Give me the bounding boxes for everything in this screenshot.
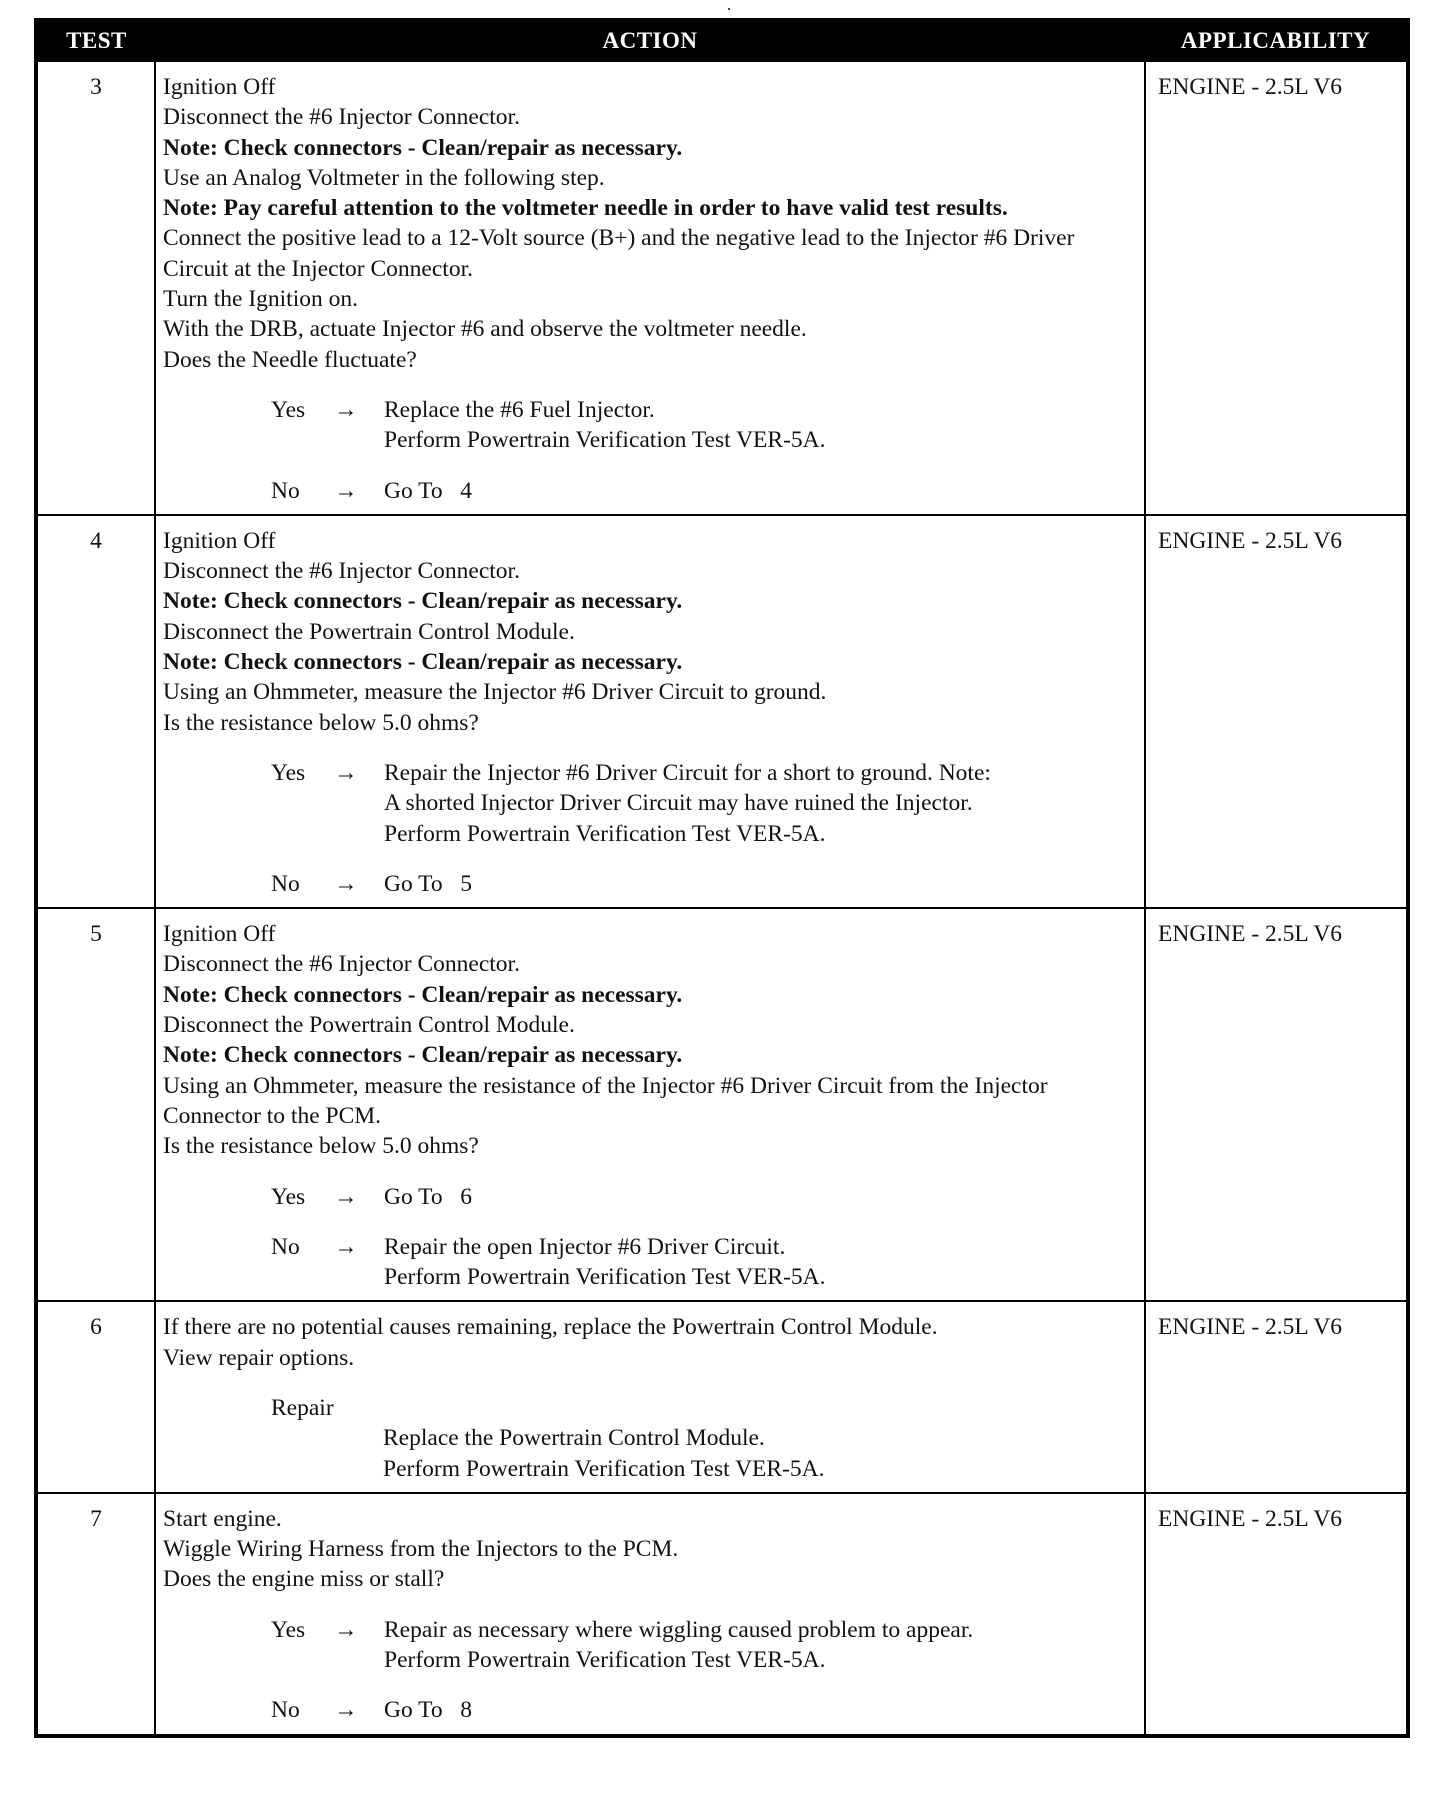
answer-yes <box>271 758 1138 849</box>
note-line: Note: Check connectors - Clean/repair as necessary. <box>163 588 683 615</box>
table-row <box>36 61 1408 515</box>
step-line: Ignition Off <box>163 527 276 554</box>
note-line: Note: Check connectors - Clean/repair as necessary. <box>163 1042 683 1069</box>
arrow-icon: → <box>334 1616 358 1643</box>
applicability-cell: ENGINE - 2.5L V6 <box>1145 908 1408 1301</box>
header-applicability: APPLICABILITY <box>1145 20 1408 61</box>
table-row <box>36 1301 1408 1492</box>
step-line: Start engine. <box>163 1505 282 1532</box>
step-line: Disconnect the #6 Injector Connector. <box>163 951 520 978</box>
note-line: Note: Check connectors - Clean/repair as necessary. <box>163 649 683 676</box>
step-line: Disconnect the #6 Injector Connector. <box>163 104 520 131</box>
repair-text-block <box>383 1423 1138 1484</box>
answer-no <box>271 1232 1138 1293</box>
answer-text: Repair as necessary where wiggling caused problem to appear. <box>384 1616 974 1643</box>
answer-text: Perform Powertrain Verification Test VER-5A. <box>384 1264 826 1291</box>
question-line: Is the resistance below 5.0 ohms? <box>163 709 479 736</box>
answer-label: No <box>271 1233 300 1260</box>
answer-yes <box>271 395 1138 456</box>
arrow-icon: → <box>334 759 358 786</box>
arrow-icon: → <box>334 1233 358 1260</box>
answer-label: Yes <box>271 759 306 786</box>
step-line: View repair options. <box>163 1344 355 1371</box>
note-line: Note: Check connectors - Clean/repair as necessary. <box>163 134 683 161</box>
test-number: 3 <box>36 61 155 515</box>
applicability-cell: ENGINE - 2.5L V6 <box>1145 61 1408 515</box>
applicability-cell: ENGINE - 2.5L V6 <box>1145 1493 1408 1736</box>
answer-text: Replace the #6 Fuel Injector. <box>384 396 655 423</box>
answer-label: Yes <box>271 1183 306 1210</box>
action-cell <box>155 1301 1145 1492</box>
action-cell <box>155 515 1145 908</box>
answer-text: Repair the open Injector #6 Driver Circuit. <box>384 1233 786 1260</box>
step-line: Disconnect the Powertrain Control Module. <box>163 618 575 645</box>
step-line: Use an Analog Voltmeter in the following step. <box>163 164 605 191</box>
answer-no <box>271 869 1138 899</box>
test-number: 4 <box>36 515 155 908</box>
note-line: Note: Pay careful attention to the voltmeter needle in order to have valid test results. <box>163 195 1008 222</box>
step-line: If there are no potential causes remaining, replace the Powertrain Control Module. <box>163 1314 938 1341</box>
answer-text: A shorted Injector Driver Circuit may have ruined the Injector. <box>384 790 973 817</box>
diagnostic-table-page <box>34 18 1406 1738</box>
question-line: Does the Needle fluctuate? <box>163 346 417 373</box>
applicability-cell: ENGINE - 2.5L V6 <box>1145 515 1408 908</box>
answer-text: Perform Powertrain Verification Test VER-5A. <box>384 820 826 847</box>
answer-text: Perform Powertrain Verification Test VER-5A. <box>384 1647 826 1674</box>
answer-text: Go To 5 <box>384 870 473 897</box>
test-number: 5 <box>36 908 155 1301</box>
arrow-icon: → <box>334 477 358 504</box>
step-line: Ignition Off <box>163 74 276 100</box>
answer-label: Yes <box>271 396 306 423</box>
answer-yes <box>271 1615 1138 1676</box>
header-action: ACTION <box>155 20 1145 61</box>
answer-text: Go To 6 <box>384 1183 473 1210</box>
arrow-icon: → <box>334 396 358 423</box>
header-test: TEST <box>36 20 155 61</box>
scan-speck <box>728 8 730 10</box>
step-line: Connect the positive lead to a 12-Volt source (B+) and the negative lead to the Injector #6 Driver Circuit at the Injector Connector. <box>163 225 1075 282</box>
step-line: Using an Ohmmeter, measure the Injector #6 Driver Circuit to ground. <box>163 679 827 706</box>
answer-label: No <box>271 1697 300 1724</box>
answer-no <box>271 476 1138 506</box>
answer-text: Go To 8 <box>384 1697 473 1724</box>
question-line: Does the engine miss or stall? <box>163 1566 445 1593</box>
arrow-icon: → <box>334 870 358 897</box>
question-line: Is the resistance below 5.0 ohms? <box>163 1133 479 1160</box>
repair-label: Repair <box>271 1394 334 1421</box>
note-line: Note: Check connectors - Clean/repair as necessary. <box>163 981 683 1008</box>
step-line: With the DRB, actuate Injector #6 and observe the voltmeter needle. <box>163 316 807 343</box>
test-number: 6 <box>36 1301 155 1492</box>
answer-no <box>271 1695 1138 1725</box>
step-line: Disconnect the #6 Injector Connector. <box>163 558 520 585</box>
action-cell <box>155 908 1145 1301</box>
answer-yes <box>271 1182 1138 1212</box>
step-line: Using an Ohmmeter, measure the resistance of the Injector #6 Driver Circuit from the Injector Connector to the PCM. <box>163 1072 1048 1129</box>
answer-label: No <box>271 477 300 504</box>
arrow-icon: → <box>334 1183 358 1210</box>
answer-label: Yes <box>271 1616 306 1643</box>
arrow-icon: → <box>334 1697 358 1724</box>
answer-text: Repair the Injector #6 Driver Circuit for a short to ground. Note: <box>384 759 991 786</box>
table-header-row <box>36 20 1408 61</box>
repair-text: Replace the Powertrain Control Module. <box>383 1425 765 1452</box>
answer-label: No <box>271 870 300 897</box>
action-cell <box>155 1493 1145 1736</box>
answer-text: Go To 4 <box>384 477 473 504</box>
step-line: Wiggle Wiring Harness from the Injectors to the PCM. <box>163 1536 679 1563</box>
table-row <box>36 908 1408 1301</box>
table-row <box>36 1493 1408 1736</box>
repair-text: Perform Powertrain Verification Test VER-5A. <box>383 1455 825 1482</box>
test-number: 7 <box>36 1493 155 1736</box>
applicability-cell: ENGINE - 2.5L V6 <box>1145 1301 1408 1492</box>
action-cell <box>155 61 1145 515</box>
step-line: Turn the Ignition on. <box>163 286 358 313</box>
table-row <box>36 515 1408 908</box>
step-line: Ignition Off <box>163 921 276 948</box>
answer-text: Perform Powertrain Verification Test VER-5A. <box>384 427 826 454</box>
diagnostic-table <box>34 18 1410 1738</box>
step-line: Disconnect the Powertrain Control Module. <box>163 1012 575 1039</box>
